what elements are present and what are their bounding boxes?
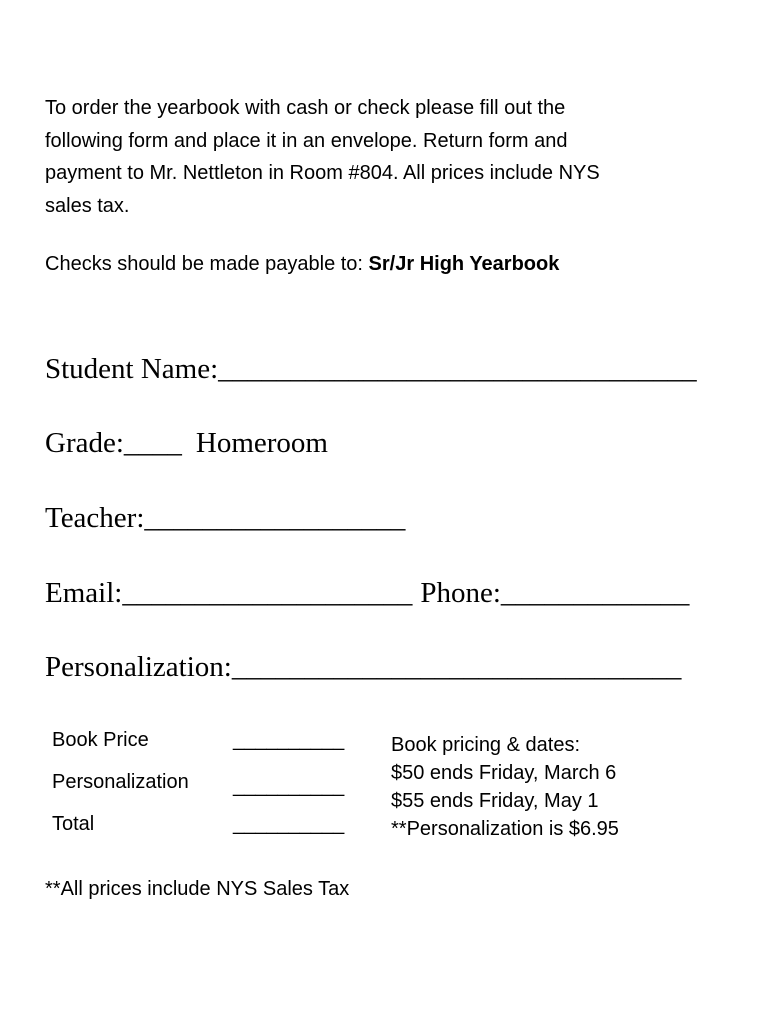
footnote: **All prices include NYS Sales Tax	[45, 878, 350, 900]
personalization-cost-field[interactable]: __________	[233, 775, 345, 797]
book-price-field[interactable]: __________	[233, 729, 345, 751]
email-phone-row	[45, 577, 689, 610]
instructions-line: payment to Mr. Nettleton in Room #804. All prices include NYS	[45, 162, 600, 184]
pricing-heading: Book pricing & dates:	[391, 734, 580, 756]
teacher-row	[45, 502, 405, 535]
instructions-line: sales tax.	[45, 194, 130, 217]
student-name-row	[45, 353, 697, 386]
personalization-label: Personalization:	[45, 651, 232, 683]
grade-label: Grade:	[45, 427, 124, 459]
student-name-field[interactable]: _________________________________	[218, 353, 697, 385]
pricing-line: **Personalization is $6.95	[391, 818, 619, 840]
teacher-field[interactable]: __________________	[144, 502, 406, 534]
payable-to-line	[45, 253, 559, 276]
pricing-line: $50 ends Friday, March 6	[391, 762, 617, 784]
homeroom-label: Homeroom	[195, 427, 328, 459]
phone-label: Phone:	[420, 577, 501, 609]
total-label: Total	[52, 813, 95, 835]
email-label: Email:	[45, 577, 123, 609]
pricing-info	[391, 731, 619, 843]
book-price-label: Book Price	[52, 729, 149, 751]
instructions-line: To order the yearbook with cash or check please fill out the	[45, 97, 566, 119]
personalization-field[interactable]: _______________________________	[231, 651, 682, 683]
phone-field[interactable]: _____________	[500, 577, 690, 609]
grade-homeroom-row	[45, 427, 328, 460]
instructions-paragraph	[45, 92, 735, 222]
personalization-cost-label: Personalization	[52, 771, 189, 793]
grade-field[interactable]: ____	[123, 427, 182, 459]
payable-to-value: Sr/Jr High Yearbook	[368, 253, 560, 275]
total-field[interactable]: __________	[233, 813, 345, 835]
personalization-row	[45, 651, 681, 684]
student-name-label: Student Name:	[45, 353, 219, 385]
email-field[interactable]: ____________________	[122, 577, 413, 609]
teacher-label: Teacher:	[45, 502, 145, 534]
payable-to-label: Checks should be made payable to:	[45, 253, 369, 275]
pricing-line: $55 ends Friday, May 1	[391, 790, 599, 812]
instructions-line: following form and place it in an envelope. Return form and	[45, 129, 568, 152]
